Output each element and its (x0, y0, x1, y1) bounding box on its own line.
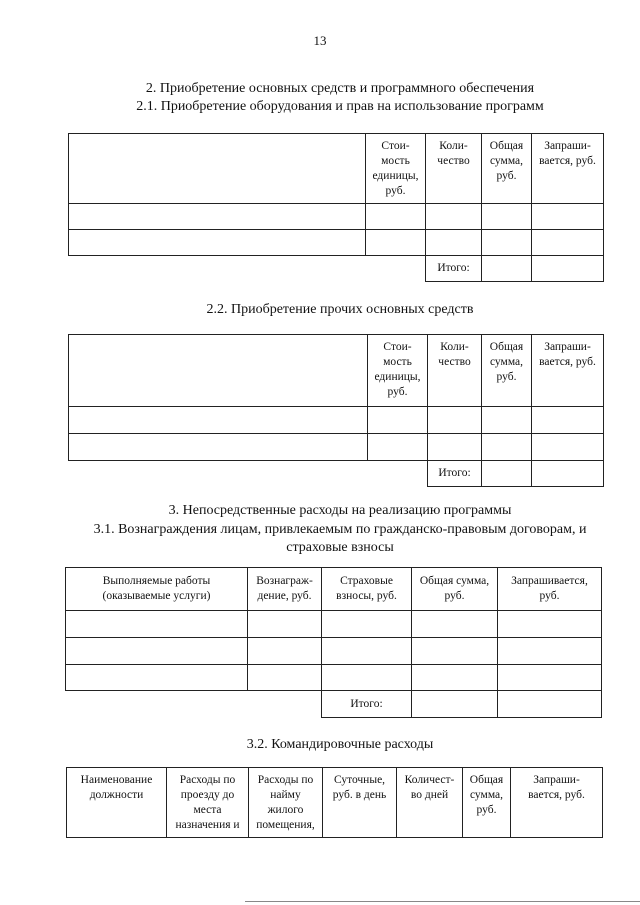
scan-edge-line (245, 901, 640, 902)
header-cell: Общая сумма, руб. (482, 335, 532, 407)
table-cell[interactable] (69, 407, 368, 434)
table-cell[interactable] (482, 407, 532, 434)
header-cell: Вознаграж- дение, руб. (248, 568, 322, 611)
table-cell[interactable] (412, 611, 498, 638)
header-cell: Коли- чество (426, 134, 482, 204)
table-cell[interactable] (482, 204, 532, 230)
total-row (69, 461, 604, 487)
empty-cell (69, 461, 368, 487)
header-cell: Общая сумма, руб. (412, 568, 498, 611)
header-cell: Страховые взносы, руб. (322, 568, 412, 611)
table-cell[interactable] (66, 665, 248, 691)
table-cell[interactable] (66, 638, 248, 665)
table-cell[interactable] (482, 230, 532, 256)
table-cell[interactable] (498, 665, 602, 691)
header-cell: Наименование должности (67, 768, 167, 838)
total-cell[interactable] (412, 691, 498, 718)
table-cell[interactable] (248, 638, 322, 665)
header-cell (69, 335, 368, 407)
table-cell[interactable] (66, 611, 248, 638)
table-cell[interactable] (498, 611, 602, 638)
total-label: Итого: (428, 461, 482, 487)
equipment-table (68, 133, 604, 282)
table-row (69, 434, 604, 461)
table-header-row (66, 568, 602, 611)
header-cell (69, 134, 366, 204)
table-cell[interactable] (412, 638, 498, 665)
section-2-1-title: 2.1. Приобретение оборудования и прав на использование программ (136, 99, 544, 114)
header-cell: Выполняемые работы (оказываемые услуги) (66, 568, 248, 611)
total-cell[interactable] (498, 691, 602, 718)
section-3-2-title: 3.2. Командировочные расходы (246, 737, 434, 752)
header-cell: Расходы по проезду до места назначения и (167, 768, 249, 838)
total-cell[interactable] (532, 256, 604, 282)
table-cell[interactable] (532, 230, 604, 256)
section-3-1-title-line2: страховые взносы (286, 540, 394, 555)
table-cell[interactable] (426, 204, 482, 230)
table-row (69, 230, 604, 256)
header-cell: Запраши- вается, руб. (532, 134, 604, 204)
table-cell[interactable] (482, 434, 532, 461)
header-cell: Суточные, руб. в день (323, 768, 397, 838)
table-cell[interactable] (532, 434, 604, 461)
total-label: Итого: (426, 256, 482, 282)
empty-cell (69, 256, 366, 282)
empty-cell (248, 691, 322, 718)
table-cell[interactable] (69, 204, 366, 230)
empty-cell (66, 691, 248, 718)
header-cell: Стои- мость единицы, руб. (368, 335, 428, 407)
table-cell[interactable] (322, 638, 412, 665)
table-cell[interactable] (426, 230, 482, 256)
table-row (69, 204, 604, 230)
other-assets-table (68, 334, 604, 487)
total-row (69, 256, 604, 282)
table-row (66, 611, 602, 638)
section-2-title: 2. Приобретение основных средств и программного обеспечения (145, 81, 535, 96)
table-header-row (67, 768, 603, 838)
table-cell[interactable] (322, 611, 412, 638)
table-cell[interactable] (368, 407, 428, 434)
empty-cell (368, 461, 428, 487)
total-cell[interactable] (532, 461, 604, 487)
header-cell: Запраши- вается, руб. (511, 768, 603, 838)
header-cell: Общая сумма, руб. (463, 768, 511, 838)
section-3-title: 3. Непосредственные расходы на реализацию программы (168, 503, 512, 518)
total-cell[interactable] (482, 256, 532, 282)
total-label: Итого: (322, 691, 412, 718)
section-3-1-title-line1: 3.1. Вознаграждения лицам, привлекаемым по гражданско-правовым договорам, и (93, 522, 587, 537)
table-cell[interactable] (428, 434, 482, 461)
table-cell[interactable] (532, 204, 604, 230)
table-header-row (69, 335, 604, 407)
table-cell[interactable] (366, 204, 426, 230)
table-cell[interactable] (69, 230, 366, 256)
total-cell[interactable] (482, 461, 532, 487)
header-cell: Общая сумма, руб. (482, 134, 532, 204)
table-cell[interactable] (248, 665, 322, 691)
header-cell: Стои- мость единицы, руб. (366, 134, 426, 204)
table-row (66, 665, 602, 691)
travel-expenses-table (66, 767, 603, 838)
total-row (66, 691, 602, 718)
table-cell[interactable] (368, 434, 428, 461)
table-cell[interactable] (69, 434, 368, 461)
header-cell: Количест- во дней (397, 768, 463, 838)
table-row (69, 407, 604, 434)
remuneration-table (65, 567, 602, 718)
table-cell[interactable] (498, 638, 602, 665)
table-cell[interactable] (366, 230, 426, 256)
table-row (66, 638, 602, 665)
header-cell: Запраши- вается, руб. (532, 335, 604, 407)
header-cell: Расходы по найму жилого помещения, (249, 768, 323, 838)
header-cell: Запрашивается, руб. (498, 568, 602, 611)
section-2-2-title: 2.2. Приобретение прочих основных средств (206, 302, 474, 317)
table-cell[interactable] (322, 665, 412, 691)
table-header-row (69, 134, 604, 204)
table-cell[interactable] (532, 407, 604, 434)
table-cell[interactable] (248, 611, 322, 638)
page-number: 13 (313, 33, 327, 48)
table-cell[interactable] (428, 407, 482, 434)
table-cell[interactable] (412, 665, 498, 691)
header-cell: Коли- чество (428, 335, 482, 407)
empty-cell (366, 256, 426, 282)
